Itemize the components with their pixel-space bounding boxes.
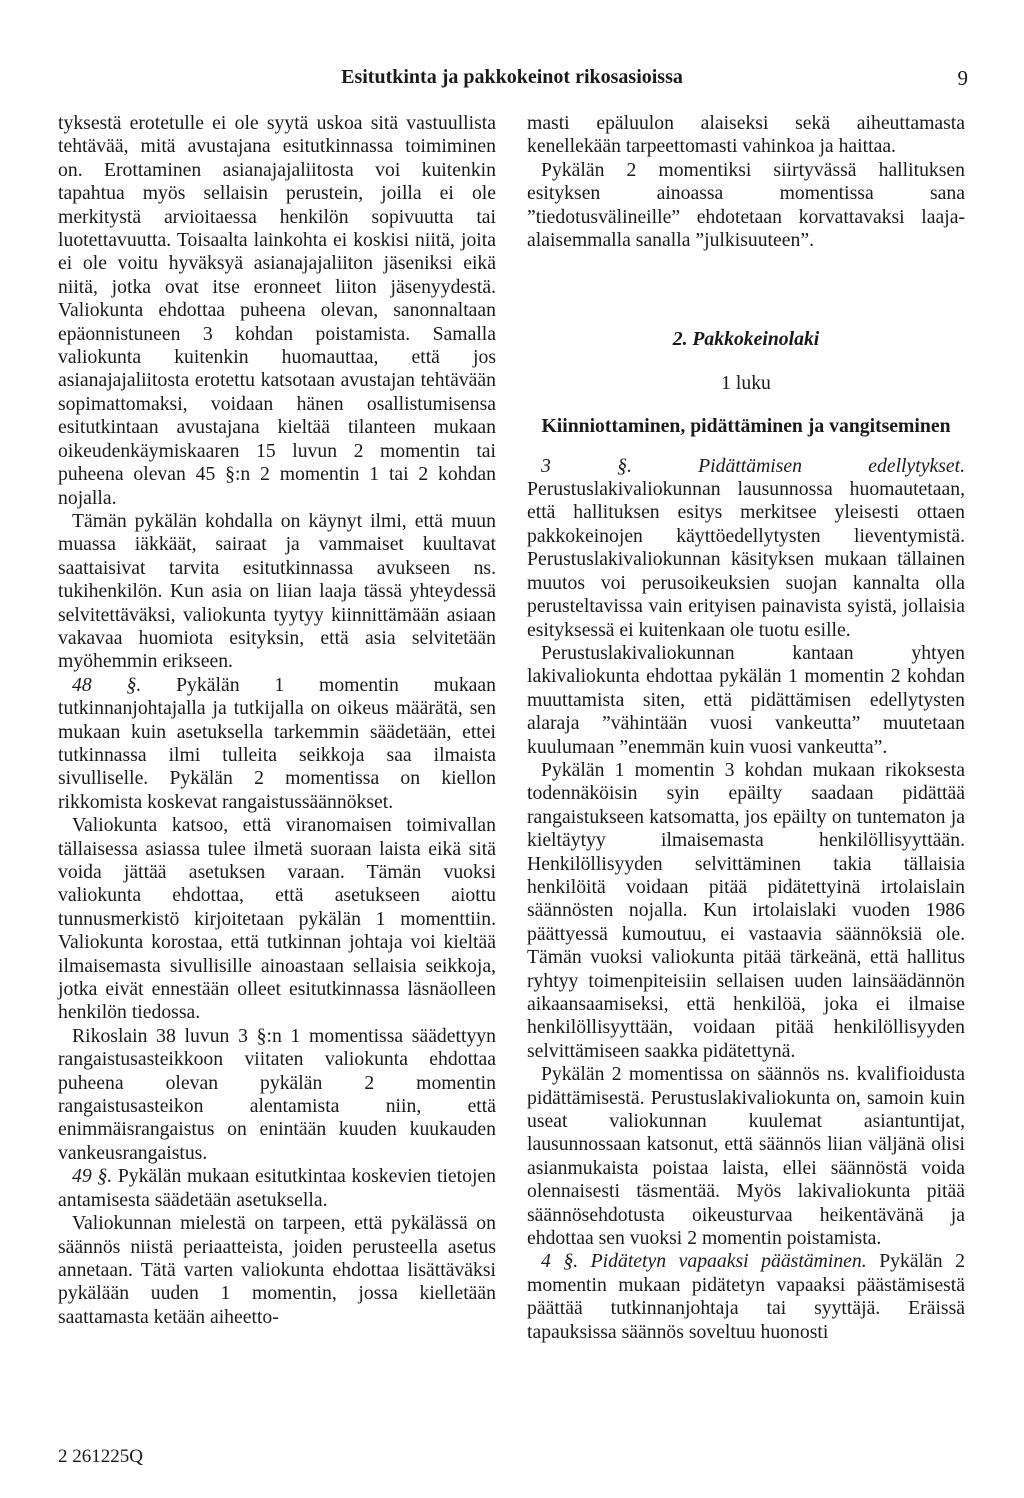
paragraph: tyksestä erotetulle ei ole syytä uskoa sitä vastuullista tehtävää, mitä avustajana esitutkinnassa toimiminen on. Erottaminen asianajajaliitosta voi kuitenkin tapahtua myös sellaisin perustein, joilla ei ole merkitystä arvioitaessa henkilön sopivuutta tai luotettavuutta. Toisaalta lainkohta ei koskisi niitä, joita ei ole voitu hyväksyä asianajajaliiton jäseniksi eikä niitä, jotka ovat itse eronneet liiton jäsenyydestä. Valiokunta ehdottaa puheena olevan, sanonnaltaan epäonnistuneen 3 kohdan poistamista. Samalla valiokunta kuitenkin huomauttaa, että jos asianajajaliitosta erotettu katsotaan avustajan tehtävään sopimattomaksi, voidaan hänen osallistumisensa esitutkintaan avustajana kieltää tilanteen mukaan oikeudenkäymiskaaren 15 luvun 2 momentin tai puheena olevan 45 §:n 2 momentin 1 tai 2 kohdan nojalla. xyxy=(58,112,496,509)
chapter-title: Kiinniottaminen, pidättäminen ja vangitseminen xyxy=(541,415,951,438)
paragraph xyxy=(527,455,965,642)
paragraph-text: Pykälän 1 momentin mukaan tutkinnanjohtajalla ja tutkijalla on oikeus määrätä, sen mukaan kuin asetuksella tarkemmin säädetään, ettei tutkinnassa ilmi tulleita seikkoja saa ilmaista sivulliselle. Pykälän 2 momentissa on kiellon rikkomista koskevat rangaistussäännökset. xyxy=(58,673,497,813)
paragraph: Tämän pykälän kohdalla on käynyt ilmi, että muun muassa iäkkäät, sairaat ja vammaiset kuultavat saattaisivat tarvita esitutkinnassa avukseen ns. tukihenkilön. Kun asia on liian laaja tässä yhteydessä selvitettäväksi, valiokunta tyytyy kiinnittämään asiaan vakavaa huomiota esityksin, että asia selvitetään myöhemmin erikseen. xyxy=(58,509,496,673)
section-ref: 49 §. xyxy=(72,1165,113,1188)
paragraph: Perustuslakivaliokunnan kantaan yhtyen lakivaliokunta ehdottaa pykälän 1 momentin 2 kohdan muuttamista siten, että pidättämisen edellytysten alaraja ”vähintään vuosi vankeutta” muutetaan kuulumaan ”enemmän kuin vuosi vankeutta”. xyxy=(527,641,965,758)
running-head: Esitutkinta ja pakkokeinot rikosasioissa xyxy=(341,66,683,88)
paragraph: Rikoslain 38 luvun 3 §:n 1 momentissa säädettyyn rangaistusasteikkoon viitaten valiokunta ehdottaa puheena olevan pykälän 2 momentin rangaistusasteikon alentamista niin, että enimmäisrangaistus on enintään kuuden kuukauden vankeusrangaistus. xyxy=(58,1024,496,1164)
section-ref: 3 §. Pidättämisen edellytykset. xyxy=(541,454,965,477)
paragraph-text: Pykälän mukaan esitutkintaa koskevien tietojen antamisesta säädetään asetuksella. xyxy=(58,1165,497,1211)
page-number: 9 xyxy=(957,66,968,90)
chapter-number: 1 luku xyxy=(721,371,771,394)
law-heading: 2. Pakkokeinolaki xyxy=(672,328,820,351)
section-ref: 4 §. Pidätetyn vapaaksi päästäminen. xyxy=(541,1250,867,1273)
print-code: 2 261225Q xyxy=(58,1446,143,1467)
paragraph: Valiokunta katsoo, että viranomaisen toimivallan tällaisessa asiassa tulee ilmetä suoraan laista eikä sitä voida jättää asetuksen varaan. Tämän vuoksi valiokunta ehdottaa, että asetukseen aiottu tunnusmerkistö kirjoitetaan pykälän 1 momenttiin. Valiokunta korostaa, että tutkinnan johtaja voi kieltää ilmaisemasta sivullisille ainoastaan sellaisia seikkoja, jotka eivät ennestään olleet esitutkinnassa läsnäolleen henkilön tiedossa. xyxy=(58,814,496,1024)
paragraph: masti epäluulon alaiseksi sekä aiheuttamasta kenellekään tarpeettomasti vahinkoa ja haittaa. xyxy=(527,112,965,158)
right-column xyxy=(527,112,965,1344)
paragraph: Pykälän 1 momentin 3 kohdan mukaan rikoksesta todennäköisin syin epäilty saadaan pidättää rangaistukseen katsomatta, jos epäilty on tuntematon ja kieltäytyy ilmaisemasta henkilöllisyyttään. Henkilöllisyyden selvittäminen takia tällaisia henkilöitä voidaan pitää pidätettyinä irtolaislain säännösten nojalla. Kun irtolaislaki vuoden 1986 päättyessä kumoutuu, ei vastaavia säännöksiä ole. Tämän vuoksi valiokunta pitää tärkeänä, että hallitus ryhtyy toimenpiteisiin sellaisen uuden lainsäädännön aikaansaamiseksi, että henkilöä, joka ei ilmaise henkilöllisyyttään, voidaan pitää henkilöllisyyden selvittämiseen saakka pidätettynä. xyxy=(527,758,965,1062)
paragraph: Pykälän 2 momentiksi siirtyvässä hallituksen esityksen ainoassa momentissa sana ”tiedotusvälineille” ehdotetaan korvattavaksi laaja-alaisemmalla sanalla ”julkisuuteen”. xyxy=(527,158,965,252)
paragraph-text: Perustuslakivaliokunnan lausunnossa huomautetaan, että hallituksen esitys merkitsee yleisesti ottaen pakkokeinojen käyttöedellytysten lieventymistä. Perustuslakivaliokunnan käsityksen mukaan tällainen muutos voi perusoikeuksien suojan kannalta olla perusteltavissa vain erityisen painavista syistä, jollaisia esityksessä ei kuitenkaan ole tuotu esille. xyxy=(527,478,965,641)
paragraph-text: Pykälän 2 momentin mukaan pidätetyn vapaaksi päästämisestä päättää tutkinnanjohtaja tai syyttäjä. Eräissä tapauksissa säännös soveltuu huonosti xyxy=(527,1250,965,1343)
left-column xyxy=(58,112,496,1329)
paragraph xyxy=(58,1165,496,1212)
paragraph: Pykälän 2 momentissa on säännös ns. kvalifioidusta pidättämisestä. Perustuslakivaliokunta on, samoin kuin useat valiokunnan kuulemat asiantuntijat, lausunnossaan katsonut, että säännös liian väljänä olisi asianmukaista poistaa laista, ellei säännöstä voida olennaisesti täsmentää. Myös lakivaliokunta pitää säännösehdotusta oikeusturvaa heikentävänä ja ehdottaa sen vuoksi 2 momentin poistamista. xyxy=(527,1063,965,1250)
paragraph: Valiokunnan mielestä on tarpeen, että pykälässä on säännös niistä periaatteista, joiden perusteella asetus annetaan. Tätä varten valiokunta ehdottaa lisättäväksi pykälään uuden 1 momentin, jossa kielletään saattamasta ketään aiheetto- xyxy=(58,1212,496,1328)
section-ref: 48 §. xyxy=(72,673,142,696)
paragraph xyxy=(58,674,496,814)
paragraph xyxy=(527,1250,965,1344)
